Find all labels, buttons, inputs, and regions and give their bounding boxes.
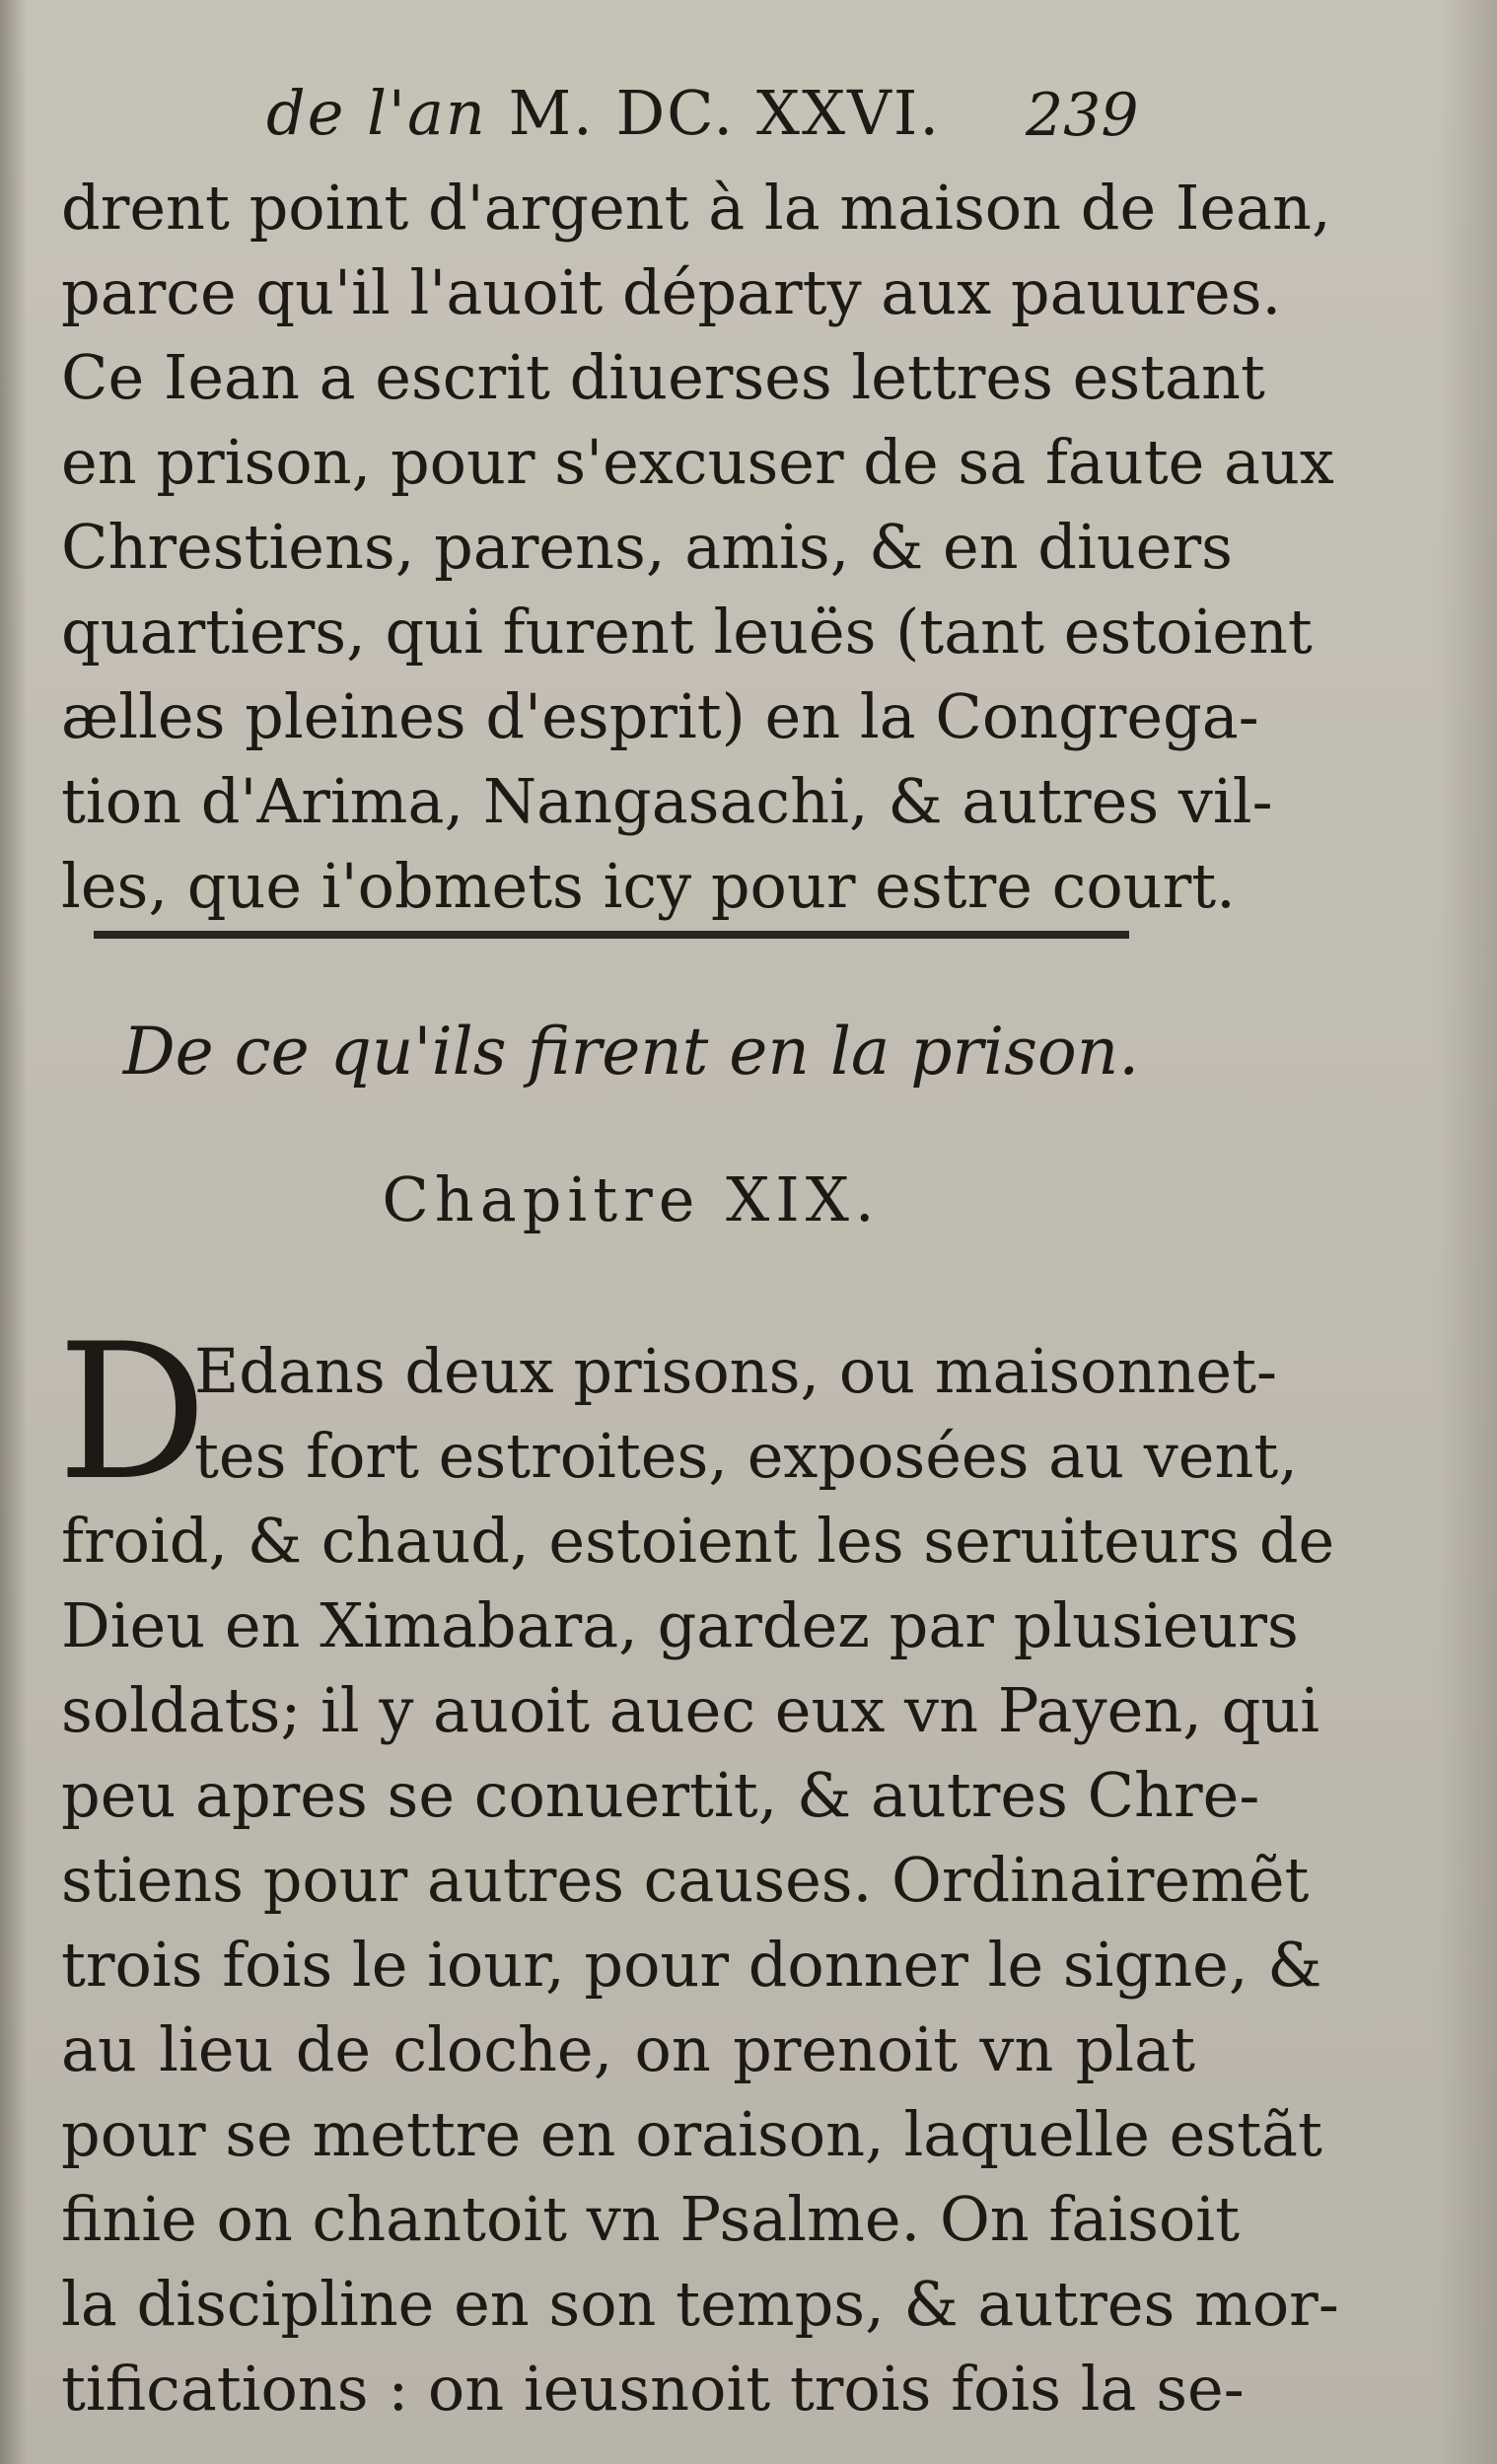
text-line: parce qu'il l'auoit départy aux pauures. (61, 256, 1282, 328)
text-line: pour se mettre en oraison, laquelle estãt (61, 2098, 1322, 2170)
text-line: froid, & chaud, estoient les seruiteurs de (61, 1505, 1335, 1577)
text-line: Ce Iean a escrit diuerses lettres estant (61, 341, 1265, 413)
text-line: stiens pour autres causes. Ordinairemẽt (61, 1844, 1310, 1916)
chapter-number: Chapitre XIX. (382, 1163, 881, 1235)
text-line: trois fois le iour, pour donner le signe, & (61, 1929, 1322, 2001)
text-line: Edans deux prisons, ou maisonnet- (194, 1335, 1277, 1407)
chapter-title: De ce qu'ils firent en la prison. (122, 1014, 1140, 1090)
text-line: la discipline en son temps, & autres mor- (61, 2268, 1339, 2340)
running-head-year: M. DC. XXVI. (508, 77, 942, 149)
text-line: tifications : on ieusnoit trois fois la se- (61, 2353, 1245, 2425)
text-line: peu apres se conuertit, & autres Chre- (61, 1759, 1260, 1831)
text-line: Dieu en Ximabara, gardez par plusieurs (61, 1589, 1299, 1661)
text-line: en prison, pour s'excuser de sa faute aux (61, 426, 1334, 498)
text-line: tes fort estroites, exposées au vent, (194, 1420, 1298, 1492)
edge-shadow (1438, 0, 1497, 2464)
text-line: les, que i'obmets icy pour estre court. (61, 850, 1236, 922)
text-line: Chrestiens, parens, amis, & en diuers (61, 511, 1233, 583)
text-line: drent point d'argent à la maison de Iean, (61, 172, 1331, 244)
running-head (266, 77, 941, 149)
text-line: quartiers, qui furent leuës (tant estoient (61, 596, 1313, 668)
text-line: soldats; il y auoit auec eux vn Payen, qui (61, 1674, 1320, 1746)
top-paragraph (61, 166, 1334, 929)
text-line: finie on chantoit vn Psalme. On faisoit (61, 2183, 1241, 2255)
text-line: tion d'Arima, Nangasachi, & autres vil- (61, 765, 1273, 837)
body-paragraph (61, 1329, 1339, 2431)
section-rule (94, 931, 1129, 939)
drop-cap: D (57, 1303, 208, 1521)
page-number: 239 (1026, 81, 1139, 150)
text-line: ælles pleines d'esprit) en la Congrega- (61, 680, 1259, 752)
running-head-italic: de l'an (266, 77, 487, 149)
text-line: au lieu de cloche, on prenoit vn plat (61, 2013, 1195, 2085)
